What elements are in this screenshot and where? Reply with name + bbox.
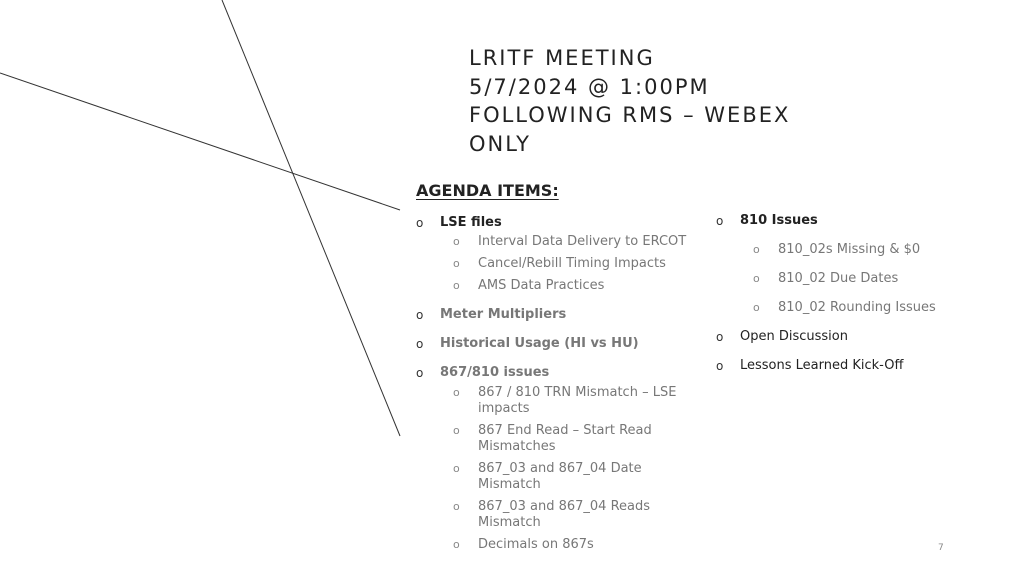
bullet-icon: o xyxy=(716,359,724,373)
agenda-item-label: LSE files xyxy=(440,215,502,230)
agenda-subitem-label: 810_02s Missing & $0 xyxy=(778,242,921,257)
agenda-item-label: 867/810 issues xyxy=(440,365,550,380)
bullet-icon: o xyxy=(453,386,460,399)
agenda-item-867-810-issues xyxy=(416,364,706,382)
agenda-subitem-label: Cancel/Rebill Timing Impacts xyxy=(478,256,666,271)
agenda-subitem-label: Decimals on 867s xyxy=(478,537,594,552)
agenda-subitem-label: 810_02 Rounding Issues xyxy=(778,300,936,315)
agenda-item-label: Lessons Learned Kick-Off xyxy=(740,358,904,373)
agenda-subitem xyxy=(416,234,706,250)
bullet-icon: o xyxy=(453,538,460,551)
agenda-item-810-issues xyxy=(716,212,976,230)
agenda-subitem-label: 867_03 and 867_04 Reads Mismatch xyxy=(478,499,651,530)
agenda-item-open-discussion xyxy=(716,328,976,346)
agenda-subitem-label: Interval Data Delivery to ERCOT xyxy=(478,234,687,249)
agenda-subitem-label: AMS Data Practices xyxy=(478,278,605,293)
agenda-subitem xyxy=(416,385,706,417)
agenda-subitem xyxy=(416,278,706,294)
bullet-icon: o xyxy=(416,366,424,380)
bullet-icon: o xyxy=(453,257,460,270)
agenda-right-column xyxy=(716,212,976,375)
agenda-item-historical-usage xyxy=(416,335,706,353)
bullet-icon: o xyxy=(453,424,460,437)
agenda-subitem xyxy=(716,241,976,259)
bullet-icon: o xyxy=(753,272,760,285)
agenda-item-lse-files xyxy=(416,214,706,232)
agenda-subitem xyxy=(416,423,706,455)
bullet-icon: o xyxy=(453,500,460,513)
bullet-icon: o xyxy=(716,214,724,228)
agenda-left-column xyxy=(416,214,706,553)
agenda-heading: AGENDA ITEMS: xyxy=(416,181,559,200)
bullet-icon: o xyxy=(416,337,424,351)
title-line: 5/7/2024 @ 1:00PM xyxy=(469,74,710,99)
bullet-icon: o xyxy=(453,462,460,475)
title-line: LRITF MEETING xyxy=(469,46,655,70)
decor-line-shallow xyxy=(0,73,400,210)
bullet-icon: o xyxy=(416,216,424,230)
agenda-subitem-label: 867_03 and 867_04 Date Mismatch xyxy=(478,461,642,492)
agenda-subitem xyxy=(716,270,976,288)
bullet-icon: o xyxy=(453,279,460,292)
title-line: FOLLOWING RMS – WEBEX xyxy=(469,103,791,127)
agenda-subitem-label: 810_02 Due Dates xyxy=(778,271,899,286)
agenda-item-label: Open Discussion xyxy=(740,329,848,344)
agenda-subitem xyxy=(416,256,706,272)
slide-title xyxy=(469,44,989,158)
agenda-subitem-label: 867 / 810 TRN Mismatch – LSE impacts xyxy=(478,385,677,416)
decor-line-steep xyxy=(222,0,400,436)
agenda-item-label: Historical Usage (HI vs HU) xyxy=(440,336,639,351)
title-line: ONLY xyxy=(469,131,531,156)
agenda-subitem xyxy=(716,299,976,317)
agenda-subitem-label: 867 End Read – Start Read Mismatches xyxy=(478,423,652,454)
agenda-item-label: Meter Multipliers xyxy=(440,307,567,322)
agenda-subitem xyxy=(416,499,706,531)
bullet-icon: o xyxy=(416,308,424,322)
slide-number: 7 xyxy=(938,543,944,553)
agenda-item-lessons-learned xyxy=(716,357,976,375)
agenda-subitem xyxy=(416,461,706,493)
bullet-icon: o xyxy=(716,330,724,344)
bullet-icon: o xyxy=(753,301,760,314)
bullet-icon: o xyxy=(453,235,460,248)
agenda-subitem xyxy=(416,537,706,553)
agenda-item-label: 810 Issues xyxy=(740,213,818,228)
agenda-item-meter-multipliers xyxy=(416,306,706,324)
bullet-icon: o xyxy=(753,243,760,256)
